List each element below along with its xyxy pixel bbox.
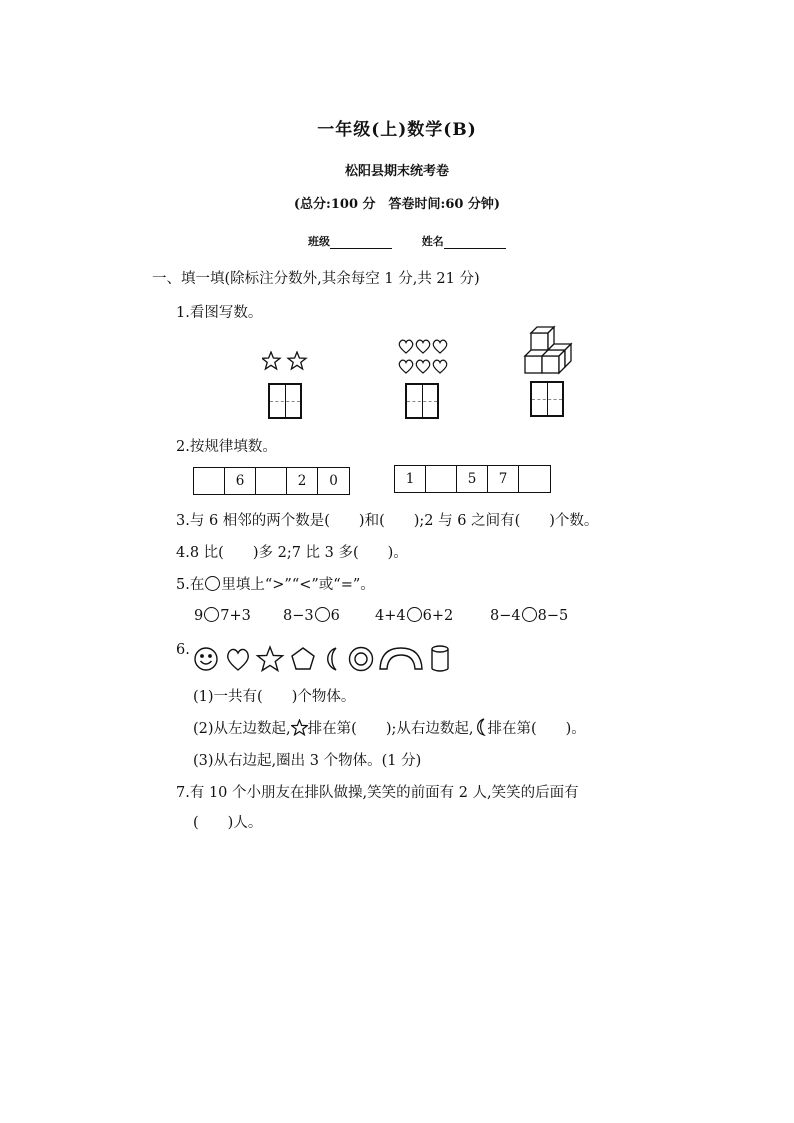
seq2-cell: 7: [488, 466, 519, 492]
compare-right: 6: [330, 608, 340, 624]
six-hearts-icon: [398, 338, 450, 378]
question-6-number: 6.: [176, 642, 190, 658]
two-stars-icon: [262, 351, 308, 371]
compare-left: 8−4: [490, 608, 521, 624]
class-blank[interactable]: [330, 238, 392, 249]
question-5: [176, 573, 375, 594]
seq2-cell[interactable]: [519, 466, 550, 492]
seq1-cell[interactable]: [194, 468, 225, 494]
q6-sub2-part-c: 排在第( )。: [487, 721, 586, 737]
heart-icon: [228, 649, 249, 670]
page-title: 一年级(上)数学(B): [317, 120, 477, 140]
compare-item-3: [375, 607, 453, 624]
answer-box-stars[interactable]: [268, 383, 302, 419]
circle-icon: [205, 576, 220, 591]
q5-prefix: 5.在: [176, 577, 205, 593]
seq1-cell: 6: [225, 468, 256, 494]
name-blank[interactable]: [444, 238, 506, 249]
star-icon: [291, 719, 308, 736]
exam-subtitle: 松阳县期末统考卷: [344, 164, 449, 179]
question-6-sub3: (3)从右边起,圈出 3 个物体。(1 分): [193, 753, 422, 769]
q5-suffix: 里填上“>”“<”或“=”。: [221, 577, 375, 593]
compare-item-2: [283, 607, 340, 624]
seq2-cell[interactable]: [426, 466, 457, 492]
ring-icon: [350, 648, 373, 671]
compare-circle[interactable]: [315, 607, 330, 622]
class-label: 班级: [308, 235, 330, 248]
compare-left: 9: [194, 608, 204, 624]
object-row: [193, 643, 463, 673]
section-heading: 一、填一填(除标注分数外,其余每空 1 分,共 21 分): [152, 271, 480, 287]
compare-left: 4+4: [375, 608, 406, 624]
compare-item-4: [490, 607, 568, 624]
seq1-cell: 2: [287, 468, 318, 494]
compare-right: 8−5: [537, 608, 569, 624]
cubes-icon: [523, 325, 575, 378]
name-label: 姓名: [421, 235, 444, 248]
cylinder-icon: [432, 646, 448, 671]
pentagon-icon: [292, 648, 314, 669]
answer-box-hearts[interactable]: [405, 383, 439, 419]
compare-circle[interactable]: [204, 607, 219, 622]
seq1-cell: 0: [329, 473, 338, 489]
question-7-line1: 7.有 10 个小朋友在排队做操,笑笑的前面有 2 人,笑笑的后面有: [176, 785, 579, 801]
crescent-icon: [328, 648, 336, 670]
seq2-cell: 1: [395, 466, 426, 492]
seq2-cell: 5: [457, 466, 488, 492]
question-2: 2.按规律填数。: [176, 439, 277, 455]
sequence-1: [193, 467, 350, 495]
compare-left: 8−3: [283, 608, 314, 624]
q6-sub2-part-a: (2)从左边数起,: [193, 721, 291, 737]
smiley-icon: [195, 648, 217, 670]
answer-box-cubes[interactable]: [530, 381, 564, 417]
seq1-cell[interactable]: [256, 468, 287, 494]
sequence-2: [394, 465, 551, 493]
question-1: 1.看图写数。: [176, 305, 263, 321]
question-4: 4.8 比( )多 2;7 比 3 多( )。: [176, 545, 408, 561]
name-row: [308, 233, 506, 249]
arch-icon: [380, 648, 422, 669]
q6-sub2-part-b: 排在第( );从右边数起,: [307, 721, 474, 737]
compare-right: 6+2: [422, 608, 454, 624]
crescent-icon: [473, 718, 487, 736]
score-info: (总分:100 分 答卷时间:60 分钟): [293, 197, 501, 212]
question-6-sub1: (1)一共有( )个物体。: [193, 689, 356, 705]
compare-right: 7+3: [220, 608, 251, 624]
compare-circle[interactable]: [407, 607, 422, 622]
star-icon: [258, 647, 283, 671]
question-7-line2: ( )人。: [193, 815, 263, 831]
question-6-sub2: [193, 717, 586, 738]
question-3: 3.与 6 相邻的两个数是( )和( );2 与 6 之间有( )个数。: [176, 513, 599, 529]
compare-item-1: [194, 607, 251, 624]
compare-circle[interactable]: [522, 607, 537, 622]
